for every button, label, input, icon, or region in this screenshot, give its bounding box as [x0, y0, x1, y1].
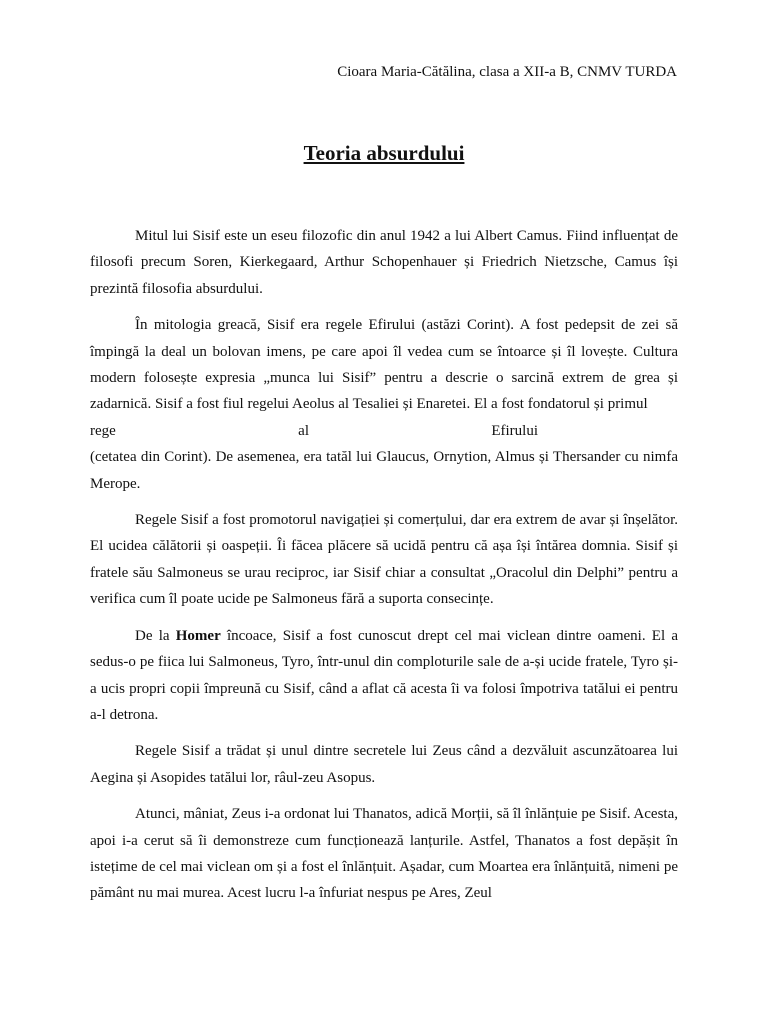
spread-word-3: Efirului — [491, 422, 538, 439]
spread-word-1: rege — [90, 422, 116, 439]
paragraph-2 — [90, 312, 678, 418]
homer-bold: Homer — [175, 627, 221, 644]
paragraph-5: Regele Sisif a trădat și unul dintre secretele lui Zeus când a dezvăluit ascunzătoarea lui Aegina și Asopides tatălui lor, râul-zeu Asopus. — [90, 743, 678, 786]
paragraph-4 — [90, 623, 678, 729]
spread-word-2: al — [298, 422, 309, 439]
paragraph-2-spread-line — [90, 418, 678, 444]
paragraph-3: Regele Sisif a fost promotorul navigației și comerțului, dar era extrem de avar și înșelător. El ucidea călătorii și oaspeții. Îi făcea plăcere să ucidă pentru că așa își întărea domnia. Sisif și fratele său Salmoneus se urau reciproc, iar Sisif chiar a consultat „Oracolul din Delphi” pentru a verifica cum îl poate ucide pe Salmoneus fără a suporta consecințe. — [90, 512, 678, 608]
paragraph-1: Mitul lui Sisif este un eseu filozofic din anul 1942 a lui Albert Camus. Fiind influențat de filosofi precum Soren, Kierkegaard, Arthur Schopenhauer și Friedrich Nietzsche, Camus își prezintă filosofia absurdului. — [90, 228, 678, 297]
paragraph-2-main: În mitologia greacă, Sisif era regele Efirului (astăzi Corint). A fost pedepsit de zei să împingă la deal un bolovan imens, pe care apoi îl vedea cum se întoarce și îl lovește. Cultura modern folosește expresia „munca lui Sisif” pentru a descrie o sarcină extrem de grea și zadarnică. Sisif a fost fiul regelui Aeolus al Tesaliei și Enaretei. El a fost fondatorul și primul — [90, 317, 678, 413]
paragraph-4-start: De la — [135, 627, 176, 644]
document-body — [90, 223, 678, 917]
document-title: Teoria absurdului — [303, 141, 465, 165]
author-line: Cioara Maria-Cătălina, clasa a XII-a B, CNMV TURDA — [337, 64, 677, 80]
paragraph-4-rest: încoace, Sisif a fost cunoscut drept cel mai viclean dintre oameni. El a sedus-o pe fiica lui Salmoneus, Tyro, într-unul din comploturile sale de a-și ucide fratele, Tyro și-a ucis propri copii împreună cu Sisif, când a aflat că acesta îi va folosi împotriva tatălui ei pentru a-l detrona. — [90, 627, 678, 723]
paragraph-2-tail: (cetatea din Corint). De asemenea, era tatăl lui Glaucus, Ornytion, Almus și Thersander cu nimfa Merope. — [90, 449, 678, 492]
paragraph-6: Atunci, mâniat, Zeus i-a ordonat lui Thanatos, adică Morții, să îl înlănțuie pe Sisif. Acesta, apoi i-a cerut să îi demonstreze cum funcționează lanțurile. Astfel, Thanatos a fost depășit în istețime de cel mai viclean om și a fost el înlănțuit. Așadar, cum Moartea era înlănțuită, nimeni pe pământ nu mai murea. Acest lucru l-a înfuriat nespus pe Ares, Zeul — [90, 806, 678, 902]
